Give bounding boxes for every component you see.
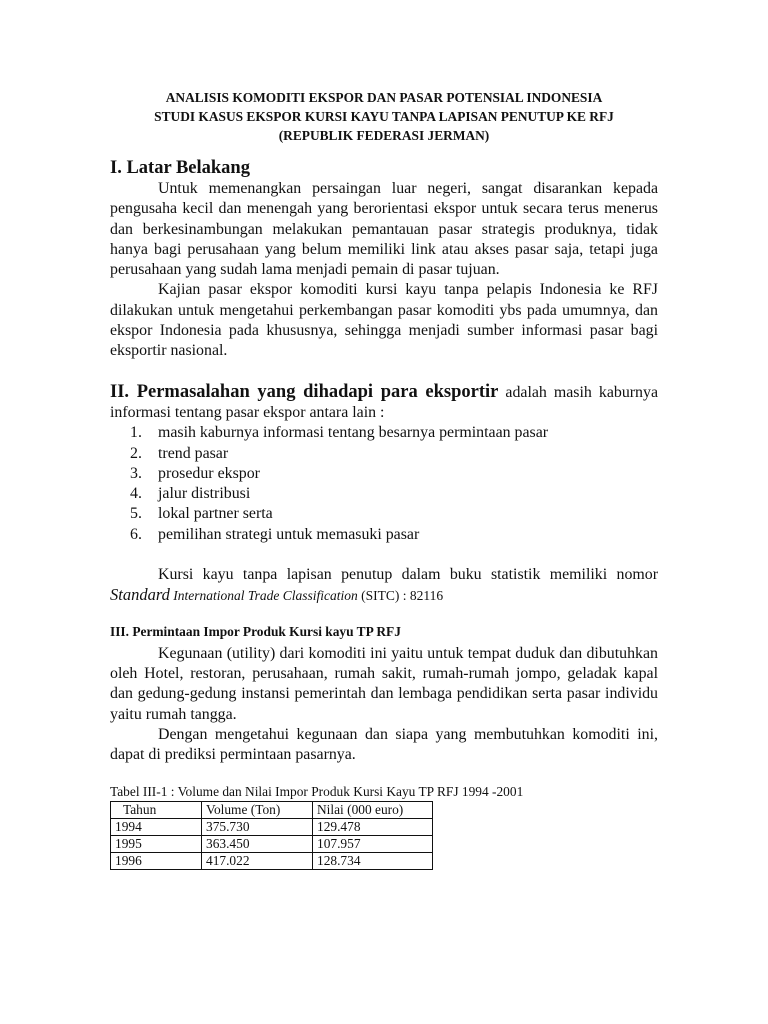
list-item-number: 2. — [130, 444, 142, 462]
list-item-text: masih kaburnya informasi tentang besarnya permintaan pasar — [158, 424, 549, 442]
list-item-text: jalur distribusi — [158, 485, 251, 503]
section-2-heading: II. Permasalahan yang dihadapi para eksportir — [110, 381, 499, 402]
sitc-text: Kursi kayu tanpa lapisan penutup dalam buku statistik memiliki nomor — [158, 566, 658, 584]
table-cell: 375.730 — [202, 819, 313, 836]
section-2-intro-text: adalah masih kaburnya informasi tentang pasar ekspor antara lain : — [110, 383, 659, 421]
list-item — [110, 423, 658, 443]
table-caption: Tabel III-1 : Volume dan Nilai Impor Produk Kursi Kayu TP RFJ 1994 -2001 — [110, 784, 524, 800]
section-3-paragraph-1: Kegunaan (utility) dari komoditi ini yaitu untuk tempat duduk dan dibutuhkan oleh Hotel, restoran, perusahaan, rumah sakit, rumah-rumah jompo, geladak kapal dan gedung-gedung instansi pemerintah dan lembaga pendidikan serta pasar individu yaitu rumah tangga. — [110, 644, 658, 723]
list-item — [110, 525, 658, 545]
table-row — [111, 853, 433, 870]
list-item-text: lokal partner serta — [158, 505, 273, 523]
table-cell: 1994 — [111, 819, 202, 836]
section-1-heading: I. Latar Belakang — [110, 158, 250, 178]
section-3-paragraph-2: Dengan mengetahui kegunaan dan siapa yang membutuhkan komoditi ini, dapat di prediksi permintaan pasarnya. — [110, 725, 658, 764]
issues-list — [110, 423, 658, 545]
list-item-number: 4. — [130, 485, 142, 503]
table-header-row — [111, 802, 433, 819]
table-row — [111, 836, 433, 853]
section-1-paragraph-2: Kajian pasar ekspor komoditi kursi kayu tanpa pelapis Indonesia ke RFJ dilakukan untuk mengetahui perkembangan pasar komoditi ybs pada umumnya, dan ekspor Indonesia pada khususnya, sehingga menjadi sumber informasi pasar bagi eksportir nasional. — [110, 281, 658, 360]
list-item-text: pemilihan strategi untuk memasuki pasar — [158, 525, 420, 543]
table-cell: 1996 — [111, 853, 202, 870]
section-2-intro — [110, 382, 658, 424]
section-3-heading: III. Permintaan Impor Produk Kursi kayu TP RFJ — [110, 623, 401, 639]
sitc-itc-phrase: International Trade Classification — [169, 588, 358, 604]
section-1-paragraph-1: Untuk memenangkan persaingan luar negeri, sangat disarankan kepada pengusaha kecil dan menengah yang berorientasi ekspor untuk secara terus menerus dan berkesinambungan melakukan pemantauan pasar strategis produknya, tidak hanya bagi perusahaan yang belum memiliki link atau akses pasar saja, tetapi juga perusahaan yang sudah lama menjadi pemain di pasar tujuan. — [110, 180, 658, 279]
sitc-paragraph — [110, 565, 658, 607]
table-cell: 1995 — [111, 836, 202, 853]
document-title — [110, 88, 658, 145]
sitc-standard-word: Standard — [110, 585, 170, 605]
column-header-year: Tahun — [111, 802, 202, 819]
table-cell: 417.022 — [202, 853, 313, 870]
list-item-text: prosedur ekspor — [158, 464, 260, 482]
list-item — [110, 444, 658, 464]
table-row — [111, 819, 433, 836]
list-item-number: 5. — [130, 505, 142, 523]
column-header-value: Nilai (000 euro) — [313, 802, 433, 819]
title-line-1: ANALISIS KOMODITI EKSPOR DAN PASAR POTENSIAL INDONESIA — [165, 90, 603, 105]
document-page — [110, 88, 658, 870]
import-data-table — [110, 801, 433, 870]
list-item-number: 6. — [130, 525, 142, 543]
table-cell: 107.957 — [313, 836, 433, 853]
column-header-volume: Volume (Ton) — [202, 802, 313, 819]
list-item — [110, 464, 658, 484]
list-item — [110, 484, 658, 504]
list-item-text: trend pasar — [158, 444, 229, 462]
list-item-number: 3. — [130, 464, 142, 482]
table-cell: 128.734 — [313, 853, 433, 870]
list-item — [110, 504, 658, 524]
sitc-code: (SITC) : 82116 — [357, 588, 444, 604]
title-line-2: STUDI KASUS EKSPOR KURSI KAYU TANPA LAPISAN PENUTUP KE RFJ — [154, 109, 614, 124]
title-line-3: (REPUBLIK FEDERASI JERMAN) — [278, 128, 490, 143]
table-cell: 363.450 — [202, 836, 313, 853]
list-item-number: 1. — [130, 424, 142, 442]
table-cell: 129.478 — [313, 819, 433, 836]
